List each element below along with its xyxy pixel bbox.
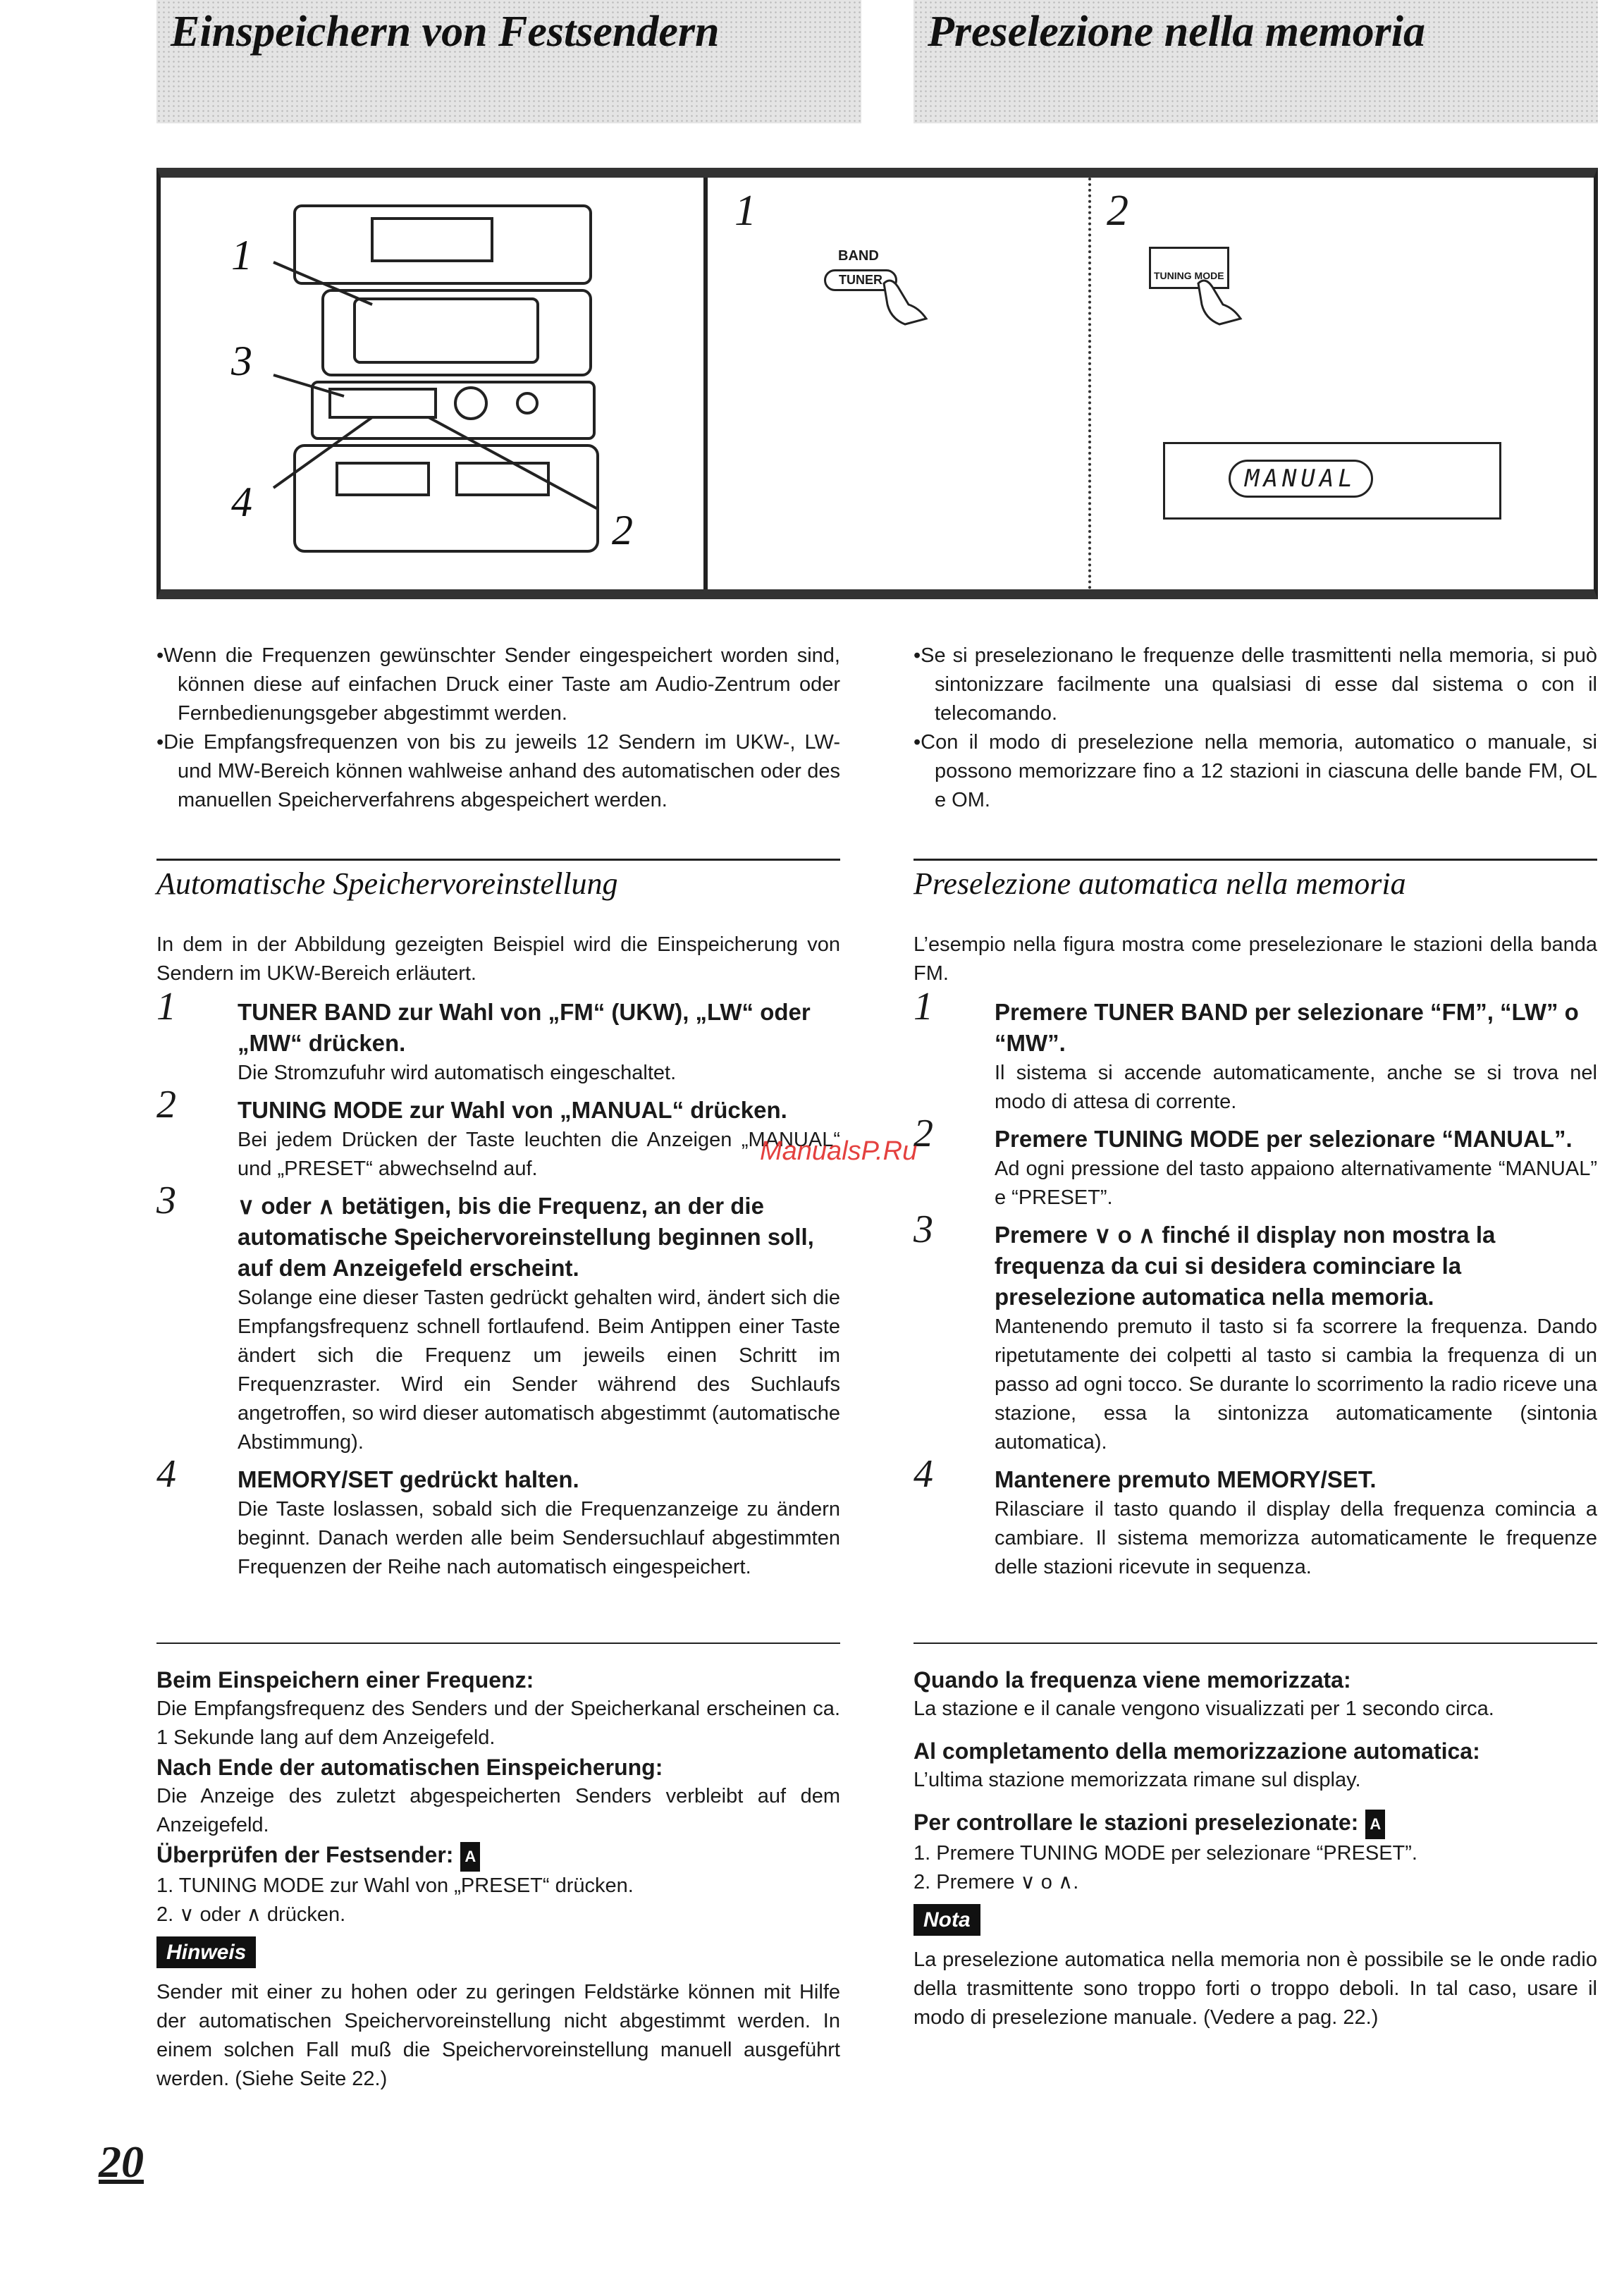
german-store-text: Die Empfangsfrequenz des Senders und der Speicherkanal erscheinen ca. 1 Sekunde lang auf dem Anzeigefeld. bbox=[156, 1697, 840, 1749]
step2-label: 2 bbox=[1107, 187, 1128, 235]
italian-intro-bullet: •Se si preselezionano le frequenze delle trasmittenti nella memoria, si può sintonizzare facilmente una qualsiasi di esse dal sistema o con il telecomando. bbox=[914, 644, 1597, 725]
italian-check-step: 1. Premere TUNING MODE per selezionare “PRESET”. bbox=[914, 1841, 1417, 1865]
italian-check-step: 2. Premere ∨ o ∧. bbox=[914, 1870, 1079, 1893]
callout-2: 2 bbox=[612, 507, 633, 553]
italian-after-heading: Al completamento della memorizzazione automatica: bbox=[914, 1738, 1480, 1764]
german-after-text: Die Anzeige des zuletzt abgespeicherten Senders verbleibt auf dem Anzeigefeld. bbox=[156, 1785, 840, 1836]
italian-note-label: Nota bbox=[914, 1904, 980, 1936]
instruction-figure bbox=[156, 168, 1598, 599]
figure-a-badge: A bbox=[460, 1842, 480, 1872]
german-notes-column bbox=[156, 1665, 840, 2094]
watermark: ManualsP.Ru bbox=[760, 1136, 918, 1166]
italian-check-heading-text: Per controllare le stazioni preselezionate: bbox=[914, 1810, 1359, 1835]
italian-section-intro: L’esempio nella figura mostra come preselezionare le stazioni della banda FM. bbox=[914, 933, 1597, 985]
step-number: 4 bbox=[156, 1452, 176, 1496]
step-detail: Solange eine dieser Tasten gedrückt gehalten wird, ändert sich die Empfangsfrequenz schnell fortlaufend. Beim Antippen einer Taste ändert sich die Frequenz um jeweils einen Schritt im Frequenzraster. Wird ein Sender während des Suchlaufs angetroffen, so wird dieser automatisch abgestimmt (automatische Abstimmung). bbox=[238, 1287, 840, 1454]
italian-step bbox=[914, 985, 1597, 1117]
italian-store-text: La stazione e il canale vengono visualizzati per 1 secondo circa. bbox=[914, 1697, 1494, 1720]
german-steps-column bbox=[156, 931, 840, 1589]
page-title-italian: Preselezione nella memoria bbox=[928, 8, 1426, 56]
italian-intro bbox=[914, 641, 1597, 815]
german-intro-bullet: •Die Empfangsfrequenzen von bis zu jeweils 12 Sendern im UKW-, LW- und MW-Bereich können wahlweise anhand des automatischen oder des manuellen Speicherverfahrens abgespeichert werden. bbox=[156, 731, 840, 811]
step1-panel bbox=[708, 178, 1091, 589]
german-section-intro: In dem in der Abbildung gezeigten Beispiel wird die Einspeicherung von Sendern im UKW-Bereich erläutert. bbox=[156, 933, 840, 985]
step-instruction: TUNER BAND zur Wahl von „FM“ (UKW), „LW“ oder „MW“ drücken. bbox=[238, 999, 811, 1056]
italian-step bbox=[914, 1112, 1597, 1212]
callout-1: 1 bbox=[231, 232, 252, 278]
callout-4: 4 bbox=[231, 479, 252, 525]
italian-section-rule bbox=[914, 859, 1597, 861]
german-section-title: Automatische Speichervoreinstellung bbox=[156, 866, 618, 901]
step-instruction: TUNING MODE zur Wahl von „MANUAL“ drücken. bbox=[238, 1097, 787, 1123]
german-note-label: Hinweis bbox=[156, 1936, 256, 1968]
german-store-heading: Beim Einspeichern einer Frequenz: bbox=[156, 1667, 534, 1693]
step-detail: Mantenendo premuto il tasto si fa scorrere la frequenza. Dando ripetutamente dei colpetti al tasto si cambia la frequenza di un passo ad ogni tocco. Se durante lo scorrimento la radio riceve una stazione, essa la sintonizza automaticamente (sintonia automatica). bbox=[995, 1315, 1597, 1454]
italian-step bbox=[914, 1208, 1597, 1457]
step-instruction: Premere ∨ o ∧ finché il display non mostra la frequenza da cui si desidera cominciare la preselezione automatica nella memoria. bbox=[995, 1222, 1496, 1310]
step-instruction: Premere TUNING MODE per selezionare “MANUAL”. bbox=[995, 1126, 1573, 1152]
lcd-display bbox=[1163, 442, 1501, 520]
italian-note-text: La preselezione automatica nella memoria non è possibile se le onde radio della trasmittente sono troppo forti o troppo deboli. In tal caso, usare il modo di preselezione manuale. (Vedere a pag. 22.) bbox=[914, 1948, 1597, 2029]
step-number: 4 bbox=[914, 1452, 933, 1496]
german-step bbox=[156, 1452, 840, 1582]
tuner-button: TUNER bbox=[824, 269, 897, 291]
german-lower-rule bbox=[156, 1643, 840, 1644]
german-step bbox=[156, 985, 840, 1088]
italian-steps-column bbox=[914, 931, 1597, 1589]
german-intro-bullet: •Wenn die Frequenzen gewünschter Sender eingespeichert worden sind, können diese auf einfachen Druck einer Taste am Audio-Zentrum oder Fernbedienungsgeber abgestimmt werden. bbox=[156, 644, 840, 725]
step-instruction: Mantenere premuto MEMORY/SET. bbox=[995, 1466, 1377, 1492]
italian-after-text: L’ultima stazione memorizzata rimane sul display. bbox=[914, 1769, 1361, 1791]
german-check-heading-text: Überprüfen der Festsender: bbox=[156, 1842, 454, 1867]
device-panel bbox=[161, 178, 708, 589]
step2-panel bbox=[1093, 178, 1594, 589]
figure-a-badge: A bbox=[1365, 1810, 1385, 1839]
step-instruction: ∨ oder ∧ betätigen, bis die Frequenz, an der die automatische Speichervoreinstellung beginnen soll, auf dem Anzeigefeld erscheint. bbox=[238, 1193, 814, 1281]
step-detail: Ad ogni pressione del tasto appaiono alternativamente “MANUAL” e “PRESET”. bbox=[995, 1158, 1597, 1209]
step-number: 1 bbox=[156, 985, 176, 1029]
step1-label: 1 bbox=[734, 187, 756, 235]
step-instruction: MEMORY/SET gedrückt halten. bbox=[238, 1466, 579, 1492]
italian-step bbox=[914, 1452, 1597, 1582]
italian-section-title: Preselezione automatica nella memoria bbox=[914, 866, 1406, 901]
step-detail: Il sistema si accende automaticamente, anche se si trova nel modo di attesa di corrente. bbox=[995, 1062, 1597, 1113]
step-detail: Die Stromzufuhr wird automatisch eingeschaltet. bbox=[238, 1062, 677, 1084]
step-number: 2 bbox=[914, 1112, 933, 1155]
step-detail: Bei jedem Drücken der Taste leuchten die Anzeigen „MANUAL“ und „PRESET“ abwechselnd auf. bbox=[238, 1129, 840, 1180]
italian-lower-rule bbox=[914, 1643, 1597, 1644]
german-check-heading bbox=[156, 1840, 840, 1872]
step-number: 3 bbox=[156, 1179, 176, 1222]
step-number: 3 bbox=[914, 1208, 933, 1251]
finger-icon-2 bbox=[1191, 276, 1248, 326]
step-number: 1 bbox=[914, 985, 933, 1029]
german-check-step: 1. TUNING MODE zur Wahl von „PRESET“ drücken. bbox=[156, 1874, 634, 1897]
step-number: 2 bbox=[156, 1083, 176, 1126]
german-section-rule bbox=[156, 859, 840, 861]
german-note-text: Sender mit einer zu hohen oder zu geringen Feldstärke können mit Hilfe der automatischen Speichervoreinstellung nicht abgestimmt werden. In einem solchen Fall muß die Speichervoreinstellung manuell ausgeführt werden. (Siehe Seite 22.) bbox=[156, 1980, 840, 2090]
italian-intro-bullet: •Con il modo di preselezione nella memoria, automatico o manuale, si possono memorizzare fino a 12 stazioni in ciascuna delle bande FM, OL e OM. bbox=[914, 731, 1597, 811]
finger-icon bbox=[877, 276, 933, 326]
band-label: BAND bbox=[838, 248, 879, 264]
step-detail: Rilasciare il tasto quando il display della frequenza comincia a cambiare. Il sistema memorizza automaticamente le frequenze delle stazioni ricevute in sequenza. bbox=[995, 1498, 1597, 1578]
lcd-manual-readout: MANUAL bbox=[1229, 460, 1373, 498]
tuning-mode-button: TUNING MODE bbox=[1149, 247, 1229, 289]
page-title-german: Einspeichern von Festsendern bbox=[171, 8, 720, 56]
step-detail: Die Taste loslassen, sobald sich die Frequenzanzeige zu ändern beginnt. Danach werden alle beim Sendersuchlauf abgestimmten Frequenzen der Reihe nach automatisch eingespeichert. bbox=[238, 1498, 840, 1578]
german-intro bbox=[156, 641, 840, 815]
italian-store-heading: Quando la frequenza viene memorizzata: bbox=[914, 1667, 1351, 1693]
header-left bbox=[156, 0, 861, 123]
german-check-step: 2. ∨ oder ∧ drücken. bbox=[156, 1903, 346, 1926]
step-instruction: Premere TUNER BAND per selezionare “FM”, “LW” o “MW”. bbox=[995, 999, 1579, 1056]
german-after-heading: Nach Ende der automatischen Einspeicherung: bbox=[156, 1755, 663, 1780]
callout-3: 3 bbox=[231, 338, 252, 384]
page-number: 20 bbox=[99, 2137, 144, 2187]
stereo-system-illustration bbox=[161, 178, 696, 587]
german-step bbox=[156, 1083, 840, 1184]
german-step bbox=[156, 1179, 840, 1457]
header-right bbox=[914, 0, 1598, 123]
italian-notes-column bbox=[914, 1665, 1597, 2032]
italian-check-heading bbox=[914, 1807, 1597, 1839]
